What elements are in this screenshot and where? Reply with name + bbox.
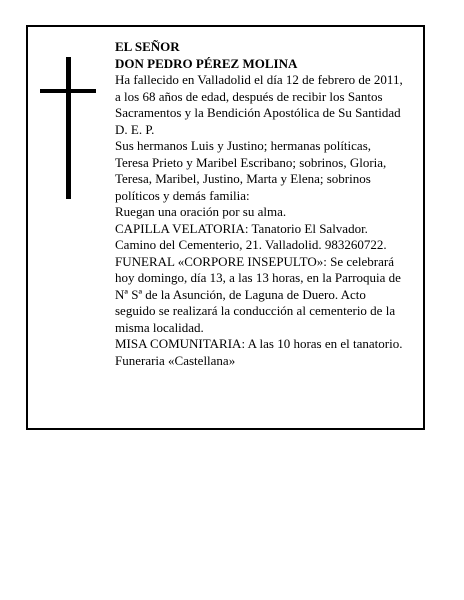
family-text: políticos y demás familia: [115, 187, 250, 203]
deceased-name: DON PEDRO PÉREZ MOLINA [115, 55, 298, 71]
wake-chapel: CAPILLA VELATORIA: Tanatorio El Salvador. [115, 220, 368, 236]
obituary-notice [26, 25, 425, 430]
family-text: Teresa Prieto y Maribel Escribano; sobrinos, Gloria, [115, 154, 387, 170]
rip-text: D. E. P. [115, 121, 155, 137]
funeral-home: Funeraria «Castellana» [115, 352, 236, 368]
family-text: Teresa, Maribel, Justino, Marta y Elena; sobrinos [115, 171, 371, 186]
funeral-info: misma localidad. [115, 319, 204, 335]
notice-title: EL SEÑOR [115, 39, 180, 54]
funeral-info: seguido se realizará la conducción al cementerio de la [115, 303, 396, 318]
wake-address: Camino del Cementerio, 21. Valladolid. 983260722. [115, 237, 387, 252]
cross-icon [40, 57, 96, 199]
death-announcement-cont: a los 68 años de edad, después de recibir los Santos [115, 88, 383, 104]
death-announcement-cont: Sacramentos y la Bendición Apostólica de Su Santidad [115, 105, 401, 120]
community-mass: MISA COMUNITARIA: A las 10 horas en el tanatorio. [115, 336, 403, 351]
funeral-info: Nª Sª de la Asunción, de Laguna de Duero. Acto [115, 286, 366, 302]
funeral-info: FUNERAL «CORPORE INSEPULTO»: Se celebrará [115, 253, 395, 269]
obituary-text [115, 39, 423, 369]
death-announcement: Ha fallecido en Valladolid el día 12 de febrero de 2011, [115, 72, 403, 87]
funeral-info: hoy domingo, día 13, a las 13 horas, en la Parroquia de [115, 270, 401, 285]
family-text: Sus hermanos Luis y Justino; hermanas políticas, [115, 138, 372, 153]
prayer-request: Ruegan una oración por su alma. [115, 204, 287, 219]
